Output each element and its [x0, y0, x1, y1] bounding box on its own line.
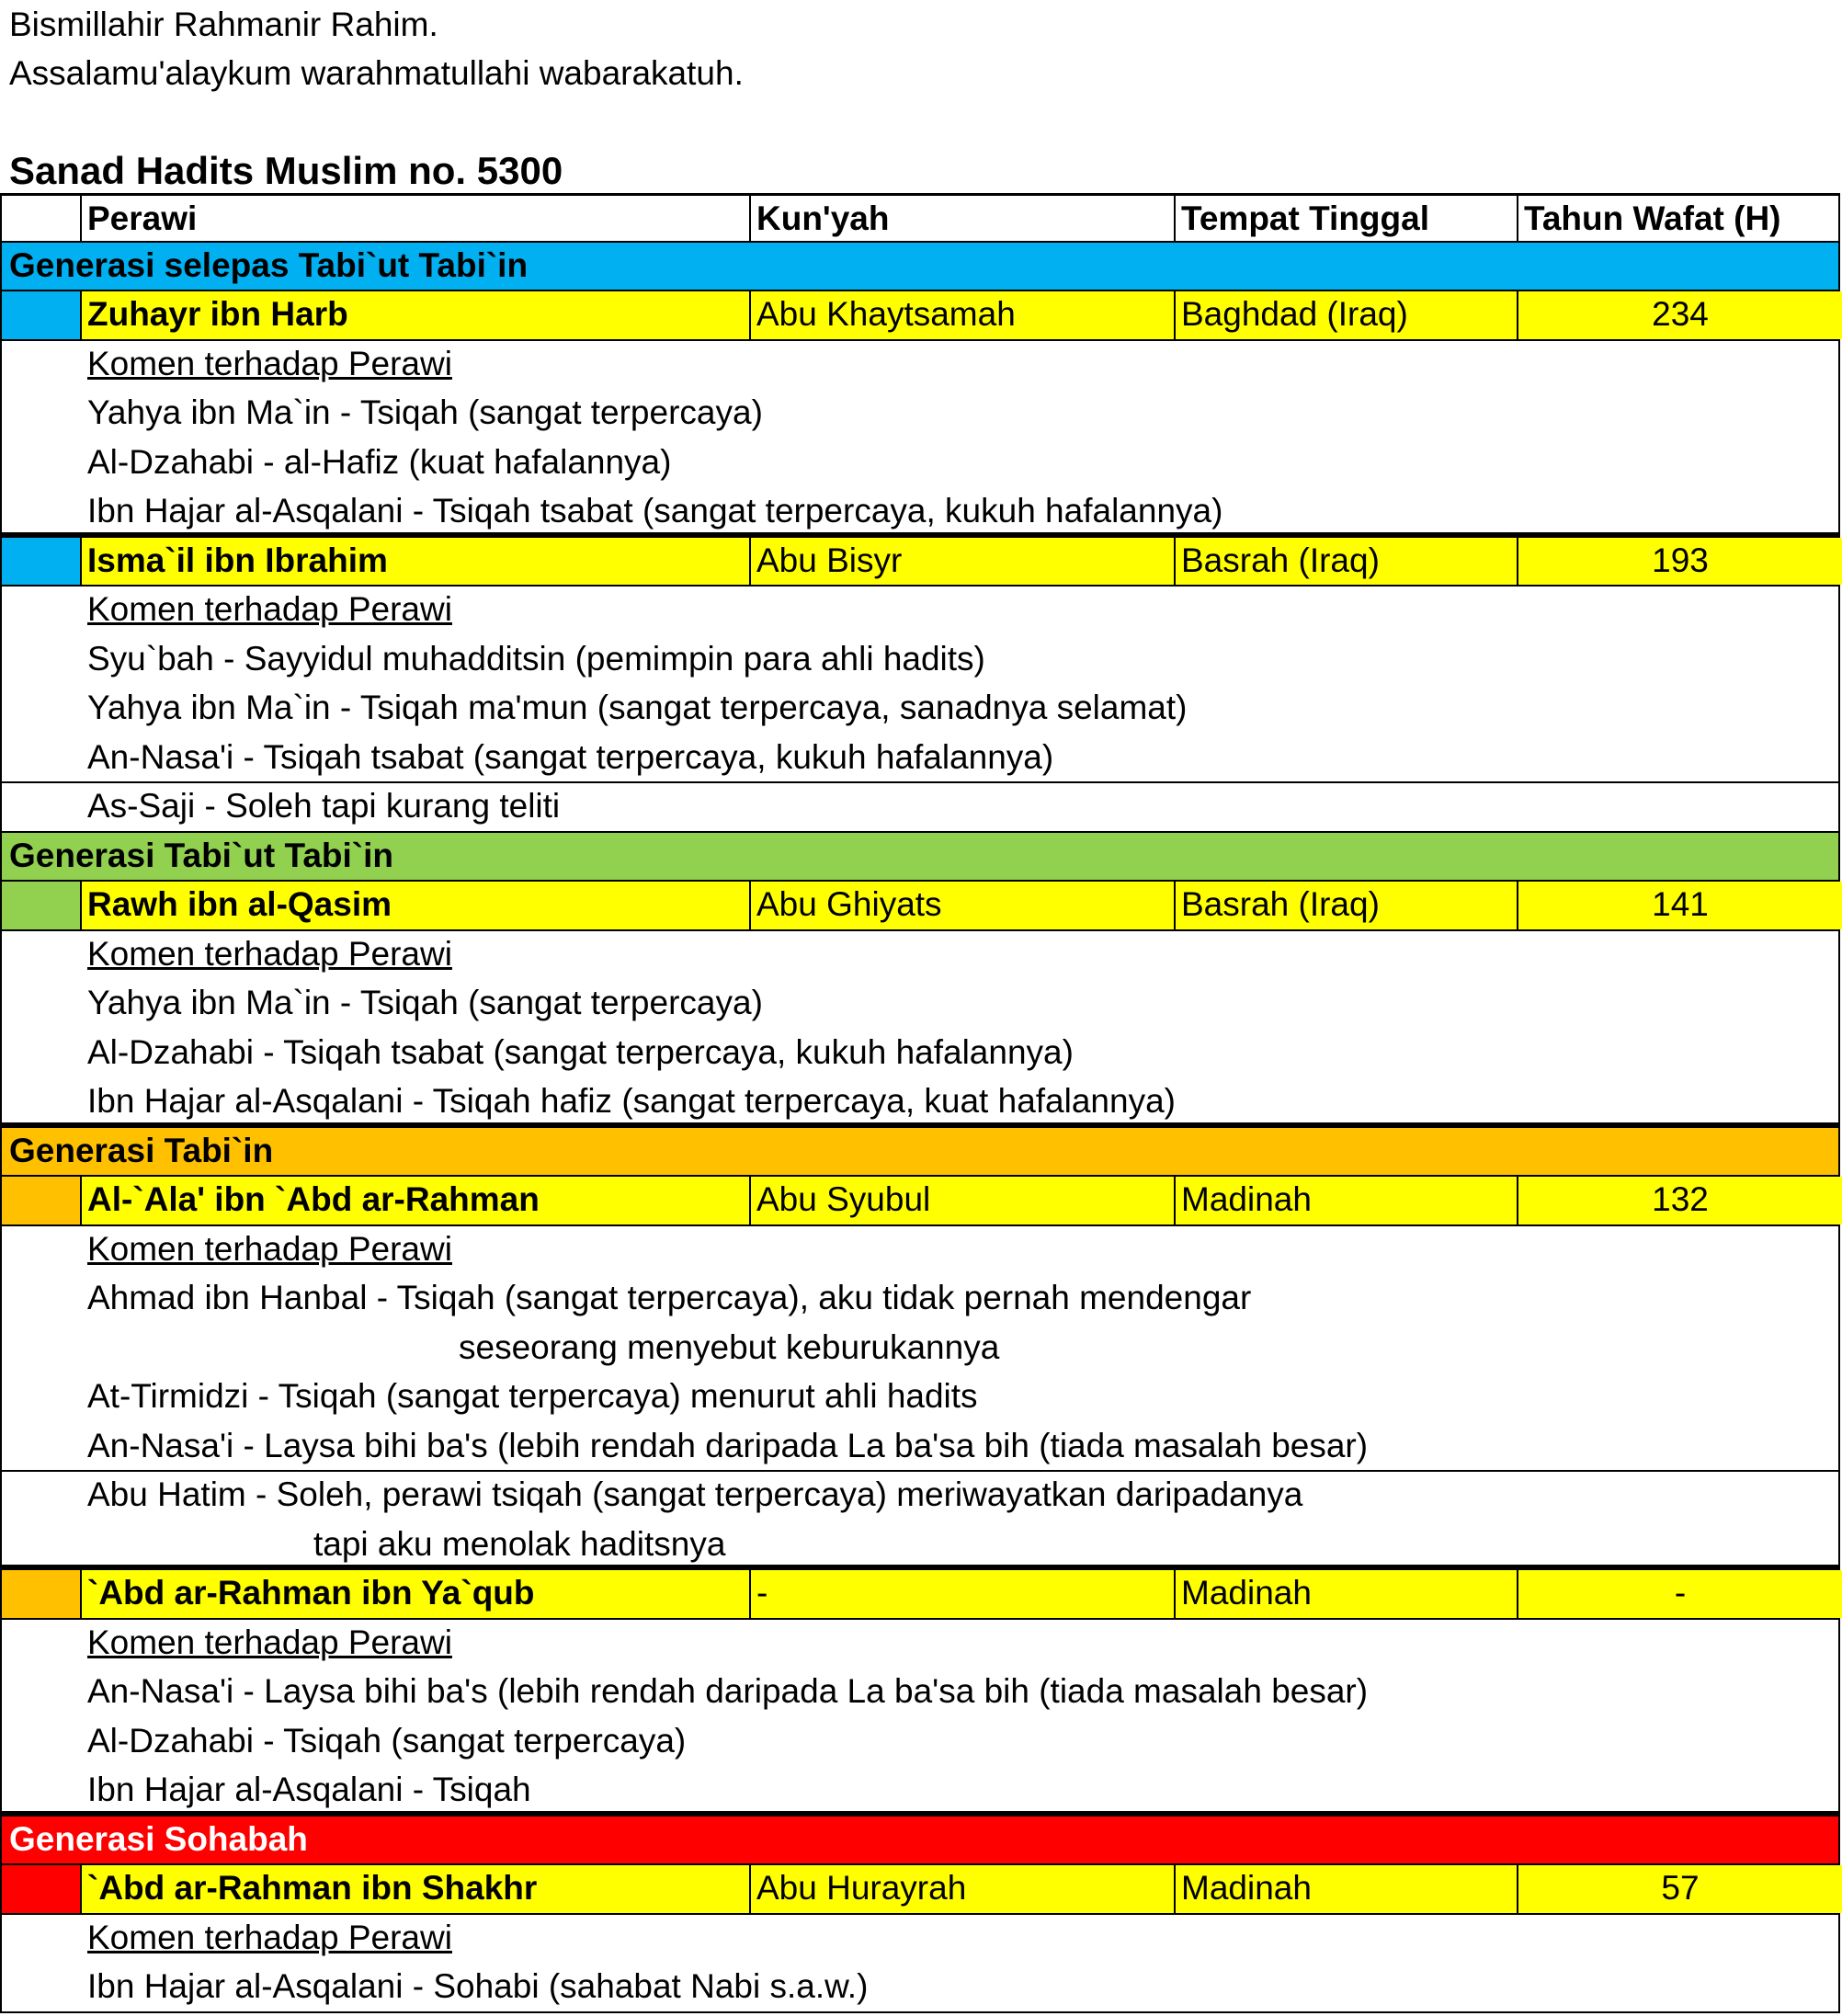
generation-marker: [2, 1570, 82, 1618]
narrator-wafat: 132: [1518, 1177, 1842, 1224]
narrator-row: [0, 1865, 1840, 1915]
narrator-kunyah: -: [751, 1570, 1176, 1618]
narrator-row: [0, 538, 1840, 587]
greeting-bismillah: Bismillahir Rahmanir Rahim.: [9, 6, 438, 43]
narrator-tempat: Baghdad (Iraq): [1176, 291, 1518, 339]
narrator-name: Rawh ibn al-Qasim: [82, 882, 751, 929]
comment-heading-row: [0, 931, 1840, 981]
generation-label: Generasi Tabi`in: [9, 1131, 274, 1169]
comment-text: At-Tirmidzi - Tsiqah (sangat terpercaya) menurut ahli hadits: [87, 1377, 978, 1415]
comment-heading-row: [0, 341, 1840, 391]
narrator-kunyah: Abu Khaytsamah: [751, 291, 1176, 339]
comment-row: [0, 636, 1840, 686]
comment-text: Al-Dzahabi - al-Hafiz (kuat hafalannya): [87, 442, 672, 481]
narrator-wafat: 141: [1518, 882, 1842, 929]
comment-text: Ibn Hajar al-Asqalani - Tsiqah hafiz (sangat terpercaya, kuat hafalannya): [87, 1082, 1176, 1120]
generation-marker: [2, 1865, 82, 1913]
narrator-wafat: 57: [1518, 1865, 1842, 1913]
generation-marker: [2, 1177, 82, 1224]
comment-heading-row: [0, 1915, 1840, 1965]
header-kunyah: Kun'yah: [751, 196, 1176, 241]
narrator-wafat: 193: [1518, 538, 1842, 586]
greeting-salam: Assalamu'alaykum warahmatullahi wabarakatuh.: [9, 54, 744, 92]
document-title: Sanad Hadits Muslim no. 5300: [9, 149, 563, 192]
narrator-name: Isma`il ibn Ibrahim: [82, 538, 751, 586]
comment-text: Ibn Hajar al-Asqalani - Tsiqah tsabat (sangat terpercaya, kukuh hafalannya): [87, 492, 1223, 530]
comment-row: [0, 1078, 1840, 1128]
comment-text: Yahya ibn Ma`in - Tsiqah (sangat terpercaya): [87, 984, 763, 1021]
comment-text: Ibn Hajar al-Asqalani - Tsiqah: [87, 1771, 531, 1808]
comment-heading: Komen terhadap Perawi: [87, 344, 452, 382]
comment-heading: Komen terhadap Perawi: [87, 1918, 452, 1956]
header-blank: [2, 196, 82, 241]
narrator-tempat: Basrah (Iraq): [1176, 538, 1518, 586]
narrator-kunyah: Abu Bisyr: [751, 538, 1176, 586]
generation-marker: [2, 538, 82, 586]
generation-label: Generasi selepas Tabi`ut Tabi`in: [9, 245, 529, 284]
comment-text: An-Nasa'i - Tsiqah tsabat (sangat terpercaya, kukuh hafalannya): [87, 737, 1054, 776]
comment-heading: Komen terhadap Perawi: [87, 1229, 452, 1268]
narrator-name: Al-`Ala' ibn `Abd ar-Rahman: [82, 1177, 751, 1224]
generation-row: [0, 1128, 1840, 1178]
comment-row: [0, 783, 1840, 833]
comment-row: [0, 1472, 1840, 1521]
narrator-tempat: Madinah: [1176, 1177, 1518, 1224]
comment-row-continued: [0, 1521, 1840, 1571]
comment-row: [0, 1030, 1840, 1079]
comment-row: [0, 488, 1840, 538]
narrator-kunyah: Abu Syubul: [751, 1177, 1176, 1224]
generation-marker: [2, 882, 82, 929]
comment-heading: Komen terhadap Perawi: [87, 590, 452, 628]
comment-row: [0, 1669, 1840, 1718]
comment-text: Al-Dzahabi - Tsiqah (sangat terpercaya): [87, 1721, 687, 1760]
narrator-kunyah: Abu Ghiyats: [751, 882, 1176, 929]
narrator-row: [0, 1570, 1840, 1620]
narrator-tempat: Basrah (Iraq): [1176, 882, 1518, 929]
comment-heading: Komen terhadap Perawi: [87, 1623, 452, 1661]
narrator-row: [0, 1177, 1840, 1226]
comment-heading-row: [0, 587, 1840, 636]
comment-row-continued: [0, 1325, 1840, 1374]
narrator-wafat: 234: [1518, 291, 1842, 339]
comment-row: [0, 390, 1840, 439]
comment-row: [0, 1423, 1840, 1473]
comment-text: Yahya ibn Ma`in - Tsiqah (sangat terpercaya): [87, 393, 763, 431]
header-tempat: Tempat Tinggal: [1176, 196, 1518, 241]
comment-text: An-Nasa'i - Laysa bihi ba's (lebih rendah daripada La ba'sa bih (tiada masalah besar): [87, 1426, 1369, 1464]
header-wafat: Tahun Wafat (H): [1524, 199, 1781, 237]
narrator-tempat: Madinah: [1176, 1865, 1518, 1913]
comment-text: An-Nasa'i - Laysa bihi ba's (lebih rendah daripada La ba'sa bih (tiada masalah besar): [87, 1672, 1369, 1710]
narrator-kunyah: Abu Hurayrah: [751, 1865, 1176, 1913]
generation-row: [0, 1817, 1840, 1866]
comment-text: Ibn Hajar al-Asqalani - Sohabi (sahabat Nabi s.a.w.): [87, 1967, 869, 2005]
header-perawi: Perawi: [82, 196, 751, 241]
narrator-row: [0, 882, 1840, 931]
comment-text: As-Saji - Soleh tapi kurang teliti: [87, 787, 561, 825]
comment-text: Abu Hatim - Soleh, perawi tsiqah (sangat terpercaya) meriwayatkan daripadanya: [87, 1475, 1303, 1513]
generation-marker: [2, 291, 82, 339]
narrator-name: Zuhayr ibn Harb: [82, 291, 751, 339]
comment-heading-row: [0, 1226, 1840, 1276]
generation-row: [0, 833, 1840, 883]
comment-row: [0, 685, 1840, 735]
comment-text: Syu`bah - Sayyidul muhadditsin (pemimpin para ahli hadits): [87, 639, 985, 678]
comment-text: Al-Dzahabi - Tsiqah tsabat (sangat terpercaya, kukuh hafalannya): [87, 1032, 1074, 1071]
narrator-name: `Abd ar-Rahman ibn Ya`qub: [82, 1570, 751, 1618]
comment-text: seseorang menyebut keburukannya: [459, 1327, 1000, 1366]
generation-label: Generasi Tabi`ut Tabi`in: [9, 836, 394, 874]
generation-label: Generasi Sohabah: [9, 1819, 308, 1858]
comment-row: [0, 980, 1840, 1030]
comment-row: [0, 1767, 1840, 1817]
table-header: [0, 193, 1840, 243]
comment-row: [0, 1275, 1840, 1325]
comment-row: [0, 735, 1840, 784]
comment-row: [0, 439, 1840, 489]
comment-row: [0, 1373, 1840, 1423]
narrator-tempat: Madinah: [1176, 1570, 1518, 1618]
generation-row: [0, 243, 1840, 292]
comment-row: [0, 1718, 1840, 1768]
comment-text: Yahya ibn Ma`in - Tsiqah ma'mun (sangat terpercaya, sanadnya selamat): [87, 689, 1188, 726]
narrator-row: [0, 291, 1840, 341]
comment-heading-row: [0, 1620, 1840, 1669]
comment-text: Ahmad ibn Hanbal - Tsiqah (sangat terpercaya), aku tidak pernah mendengar: [87, 1279, 1252, 1316]
comment-row: [0, 1964, 1840, 2013]
sanad-table: [0, 193, 1840, 2013]
comment-text: tapi aku menolak haditsnya: [313, 1524, 726, 1563]
comment-heading: Komen terhadap Perawi: [87, 934, 452, 973]
narrator-wafat: -: [1518, 1570, 1842, 1618]
narrator-name: `Abd ar-Rahman ibn Shakhr: [82, 1865, 751, 1913]
